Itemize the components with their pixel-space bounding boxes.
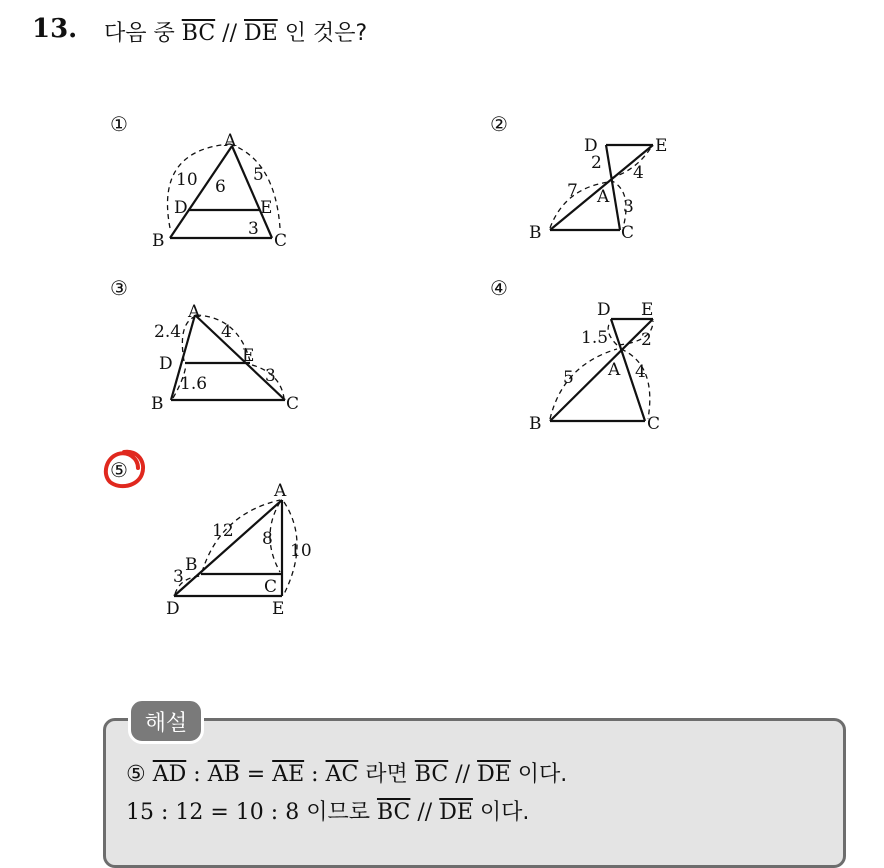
choice-5-len-ae: 10: [290, 541, 312, 561]
choice-1-len-ad: 6: [215, 177, 226, 197]
choice-2-len-ae: 4: [633, 163, 644, 183]
sol1-colon2: :: [311, 762, 319, 787]
choice-3-pt-c: C: [286, 394, 300, 414]
sol2-seg-bc: $\overline{BC}$: [376, 800, 411, 825]
parallel-symbol: //: [222, 21, 237, 46]
choice-5-pt-b: B: [185, 555, 198, 575]
sol2-end: 이다.: [479, 800, 530, 825]
choice-5-pt-c: C: [264, 577, 278, 597]
sol1-eq: =: [246, 762, 266, 787]
choice-4-len-ac: 4: [635, 362, 646, 382]
segment-bc: $\overline{BC}$: [181, 21, 216, 46]
sol1-cond: 라면: [365, 762, 408, 787]
solution-line-1: [126, 757, 567, 788]
sol1-seg-ab: $\overline{AB}$: [207, 762, 240, 787]
segment-de: $\overline{DE}$: [244, 21, 278, 46]
choice-5-pt-d: D: [166, 599, 180, 619]
choice-3-seg-ac: [195, 315, 285, 400]
choice-5-label[interactable]: ⑤: [110, 458, 128, 482]
choice-2-len-ab: 7: [567, 181, 578, 201]
choice-2-len-ac: 3: [623, 197, 634, 217]
choice-1-len-ab: 10: [176, 170, 198, 190]
choice-2-pt-e: E: [655, 136, 668, 156]
sol1-seg-de: $\overline{DE}$: [477, 762, 511, 787]
choice-2-label[interactable]: ②: [490, 112, 508, 136]
choice-4-pt-e: E: [641, 300, 654, 320]
choice-3-pt-e: E: [242, 346, 255, 366]
choice-2-figure: [525, 130, 695, 248]
choice-5-len-ab: 12: [212, 521, 234, 541]
question-suffix: 인 것은?: [284, 21, 368, 46]
choice-1-pt-c: C: [274, 231, 288, 251]
choice-4-pt-b: B: [529, 414, 542, 434]
choice-4-len-ab: 5: [563, 368, 574, 388]
choice-3-figure: [140, 295, 315, 420]
choice-4-pt-a: A: [608, 360, 621, 380]
choice-1-len-ec: 3: [248, 219, 259, 239]
sol1-seg-ac: $\overline{AC}$: [325, 762, 359, 787]
choice-3-len-ad: 2.4: [154, 322, 182, 342]
sol1-num: ⑤: [126, 762, 146, 787]
choice-4-figure: [525, 295, 695, 435]
choice-1-pt-e: E: [260, 198, 273, 218]
choice-5-pt-a: A: [274, 481, 287, 501]
question-text: [104, 16, 367, 47]
choice-1-pt-d: D: [174, 198, 188, 218]
choice-4-len-ad: 1.5: [581, 328, 609, 348]
sol2-ratio: 15 : 12 = 10 : 8: [126, 800, 300, 825]
choice-1-pt-b: B: [152, 231, 165, 251]
choice-3-pt-b: B: [151, 394, 164, 414]
sol1-par: //: [455, 762, 471, 787]
choice-4-len-ae: 2: [641, 330, 652, 350]
choice-1-label[interactable]: ①: [110, 112, 128, 136]
choice-1-pt-a: A: [224, 131, 237, 151]
choice-3-pt-a: A: [188, 302, 201, 322]
choice-3-label[interactable]: ③: [110, 276, 128, 300]
question-number: 13.: [32, 14, 78, 44]
solution-line-2: [126, 795, 529, 826]
choice-3-len-db: 1.6: [180, 374, 208, 394]
sol2-word: 이므로: [306, 800, 370, 825]
choice-4-pt-c: C: [647, 414, 661, 434]
choice-2-pt-a: A: [597, 187, 610, 207]
choice-2-len-ad: 2: [591, 153, 602, 173]
sol1-seg-ad: $\overline{AD}$: [152, 762, 187, 787]
sol2-par: //: [417, 800, 433, 825]
solution-box: [103, 718, 846, 868]
choice-3-len-ec: 3: [265, 366, 276, 386]
choice-4-arc-ab: [550, 349, 617, 419]
choice-2-pt-c: C: [621, 223, 635, 243]
choice-3-pt-d: D: [159, 354, 173, 374]
choice-5-len-db: 3: [173, 567, 184, 587]
sol1-colon1: :: [193, 762, 201, 787]
sol2-seg-de: $\overline{DE}$: [439, 800, 473, 825]
choice-3-len-ae: 4: [221, 322, 232, 342]
choice-2-pt-b: B: [529, 223, 542, 243]
choice-5-pt-e: E: [272, 599, 285, 619]
choice-2-pt-d: D: [584, 136, 598, 156]
question-prefix: 다음 중: [104, 21, 175, 46]
sol1-end: 이다.: [517, 762, 568, 787]
choice-4-pt-d: D: [597, 300, 611, 320]
choice-1-figure: [140, 130, 310, 255]
choice-1-len-ac: 5: [253, 165, 264, 185]
choice-5-figure: [160, 478, 330, 623]
sol1-seg-bc: $\overline{BC}$: [414, 762, 449, 787]
solution-tab: 해설: [128, 698, 204, 744]
sol1-seg-ae: $\overline{AE}$: [272, 762, 305, 787]
choice-4-label[interactable]: ④: [490, 276, 508, 300]
choice-5-len-ac: 8: [262, 529, 273, 549]
